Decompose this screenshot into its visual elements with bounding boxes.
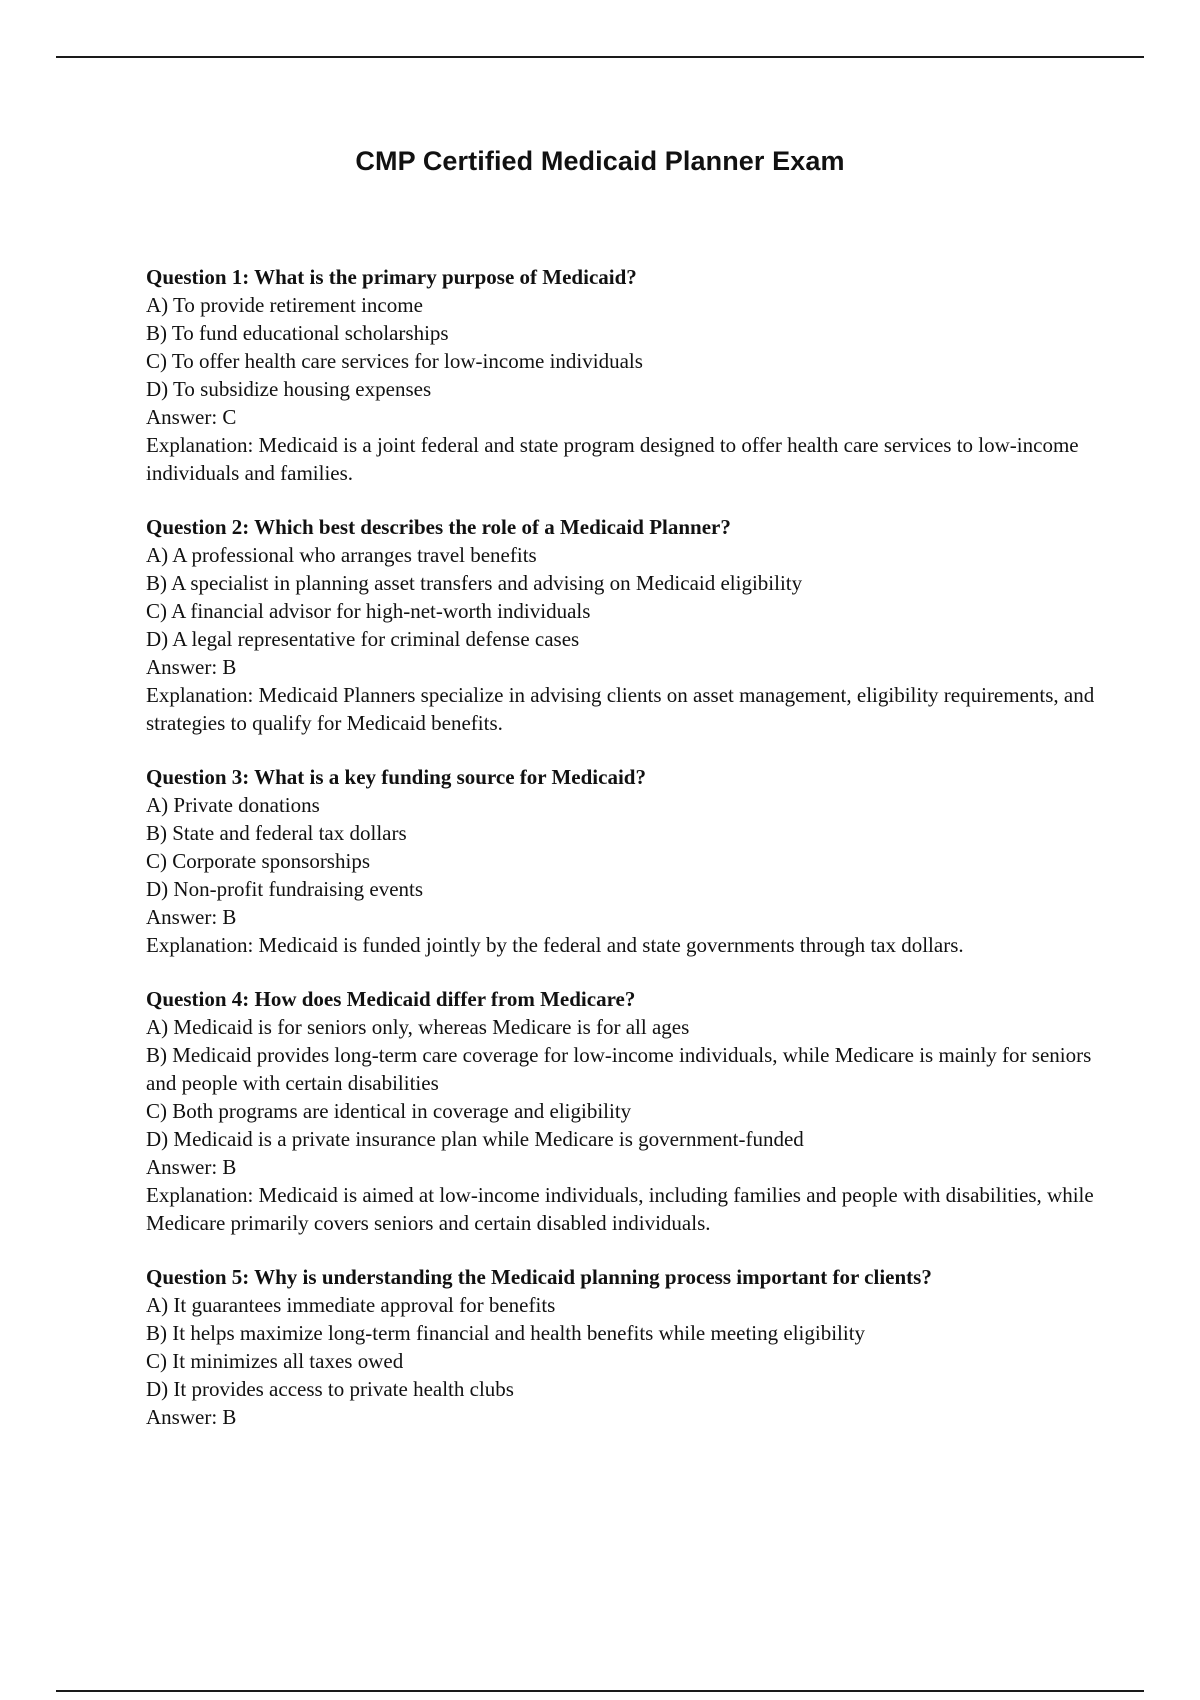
- question-title: Question 1: What is the primary purpose of Medicaid?: [146, 265, 637, 289]
- option-b: B) State and federal tax dollars: [146, 821, 407, 845]
- answer: Answer: B: [146, 1155, 237, 1179]
- option-c: C) To offer health care services for low-income individuals: [146, 349, 643, 373]
- header-rule: [56, 56, 1144, 58]
- page-title: CMP Certified Medicaid Planner Exam: [355, 146, 845, 176]
- question-title: Question 5: Why is understanding the Medicaid planning process important for clients?: [146, 1265, 932, 1289]
- question-5: [146, 1263, 1096, 1431]
- question-4: [146, 985, 1096, 1237]
- option-b: B) To fund educational scholarships: [146, 321, 449, 345]
- question-title: Question 3: What is a key funding source for Medicaid?: [146, 765, 646, 789]
- option-d: D) To subsidize housing expenses: [146, 377, 432, 401]
- option-a: A) It guarantees immediate approval for benefits: [146, 1293, 556, 1317]
- question-1: [146, 263, 1096, 487]
- question-2: [146, 513, 1096, 737]
- option-d: D) It provides access to private health clubs: [146, 1377, 514, 1401]
- explanation: Explanation: Medicaid is funded jointly by the federal and state governments through tax dollars.: [146, 933, 964, 957]
- option-a: A) Medicaid is for seniors only, whereas Medicare is for all ages: [146, 1015, 690, 1039]
- explanation: Explanation: Medicaid Planners specialize in advising clients on asset management, eligibility requirements, and strategies to qualify for Medicaid benefits.: [146, 683, 1095, 735]
- question-3: [146, 763, 1096, 959]
- question-title: Question 2: Which best describes the role of a Medicaid Planner?: [146, 515, 731, 539]
- answer: Answer: C: [146, 405, 237, 429]
- question-list: [146, 263, 1096, 1431]
- option-b: B) A specialist in planning asset transfers and advising on Medicaid eligibility: [146, 571, 803, 595]
- answer: Answer: B: [146, 655, 237, 679]
- option-c: C) Corporate sponsorships: [146, 849, 370, 873]
- option-d: D) Non-profit fundraising events: [146, 877, 424, 901]
- option-b: B) Medicaid provides long-term care coverage for low-income individuals, while Medicare is mainly for seniors and people with certain disabilities: [146, 1043, 1092, 1095]
- answer: Answer: B: [146, 905, 237, 929]
- option-c: C) A financial advisor for high-net-worth individuals: [146, 599, 591, 623]
- explanation: Explanation: Medicaid is aimed at low-income individuals, including families and people with disabilities, while Medicare primarily covers seniors and certain disabled individuals.: [146, 1183, 1094, 1235]
- explanation: Explanation: Medicaid is a joint federal and state program designed to offer health care services to low-income individuals and families.: [146, 433, 1079, 485]
- option-a: A) To provide retirement income: [146, 293, 423, 317]
- question-title: Question 4: How does Medicaid differ from Medicare?: [146, 987, 636, 1011]
- footer-rule: [56, 1690, 1144, 1692]
- option-d: D) A legal representative for criminal defense cases: [146, 627, 580, 651]
- option-b: B) It helps maximize long-term financial and health benefits while meeting eligibility: [146, 1321, 866, 1345]
- option-a: A) A professional who arranges travel benefits: [146, 543, 537, 567]
- option-a: A) Private donations: [146, 793, 320, 817]
- option-d: D) Medicaid is a private insurance plan while Medicare is government-funded: [146, 1127, 804, 1151]
- option-c: C) Both programs are identical in coverage and eligibility: [146, 1099, 632, 1123]
- answer: Answer: B: [146, 1405, 237, 1429]
- option-c: C) It minimizes all taxes owed: [146, 1349, 404, 1373]
